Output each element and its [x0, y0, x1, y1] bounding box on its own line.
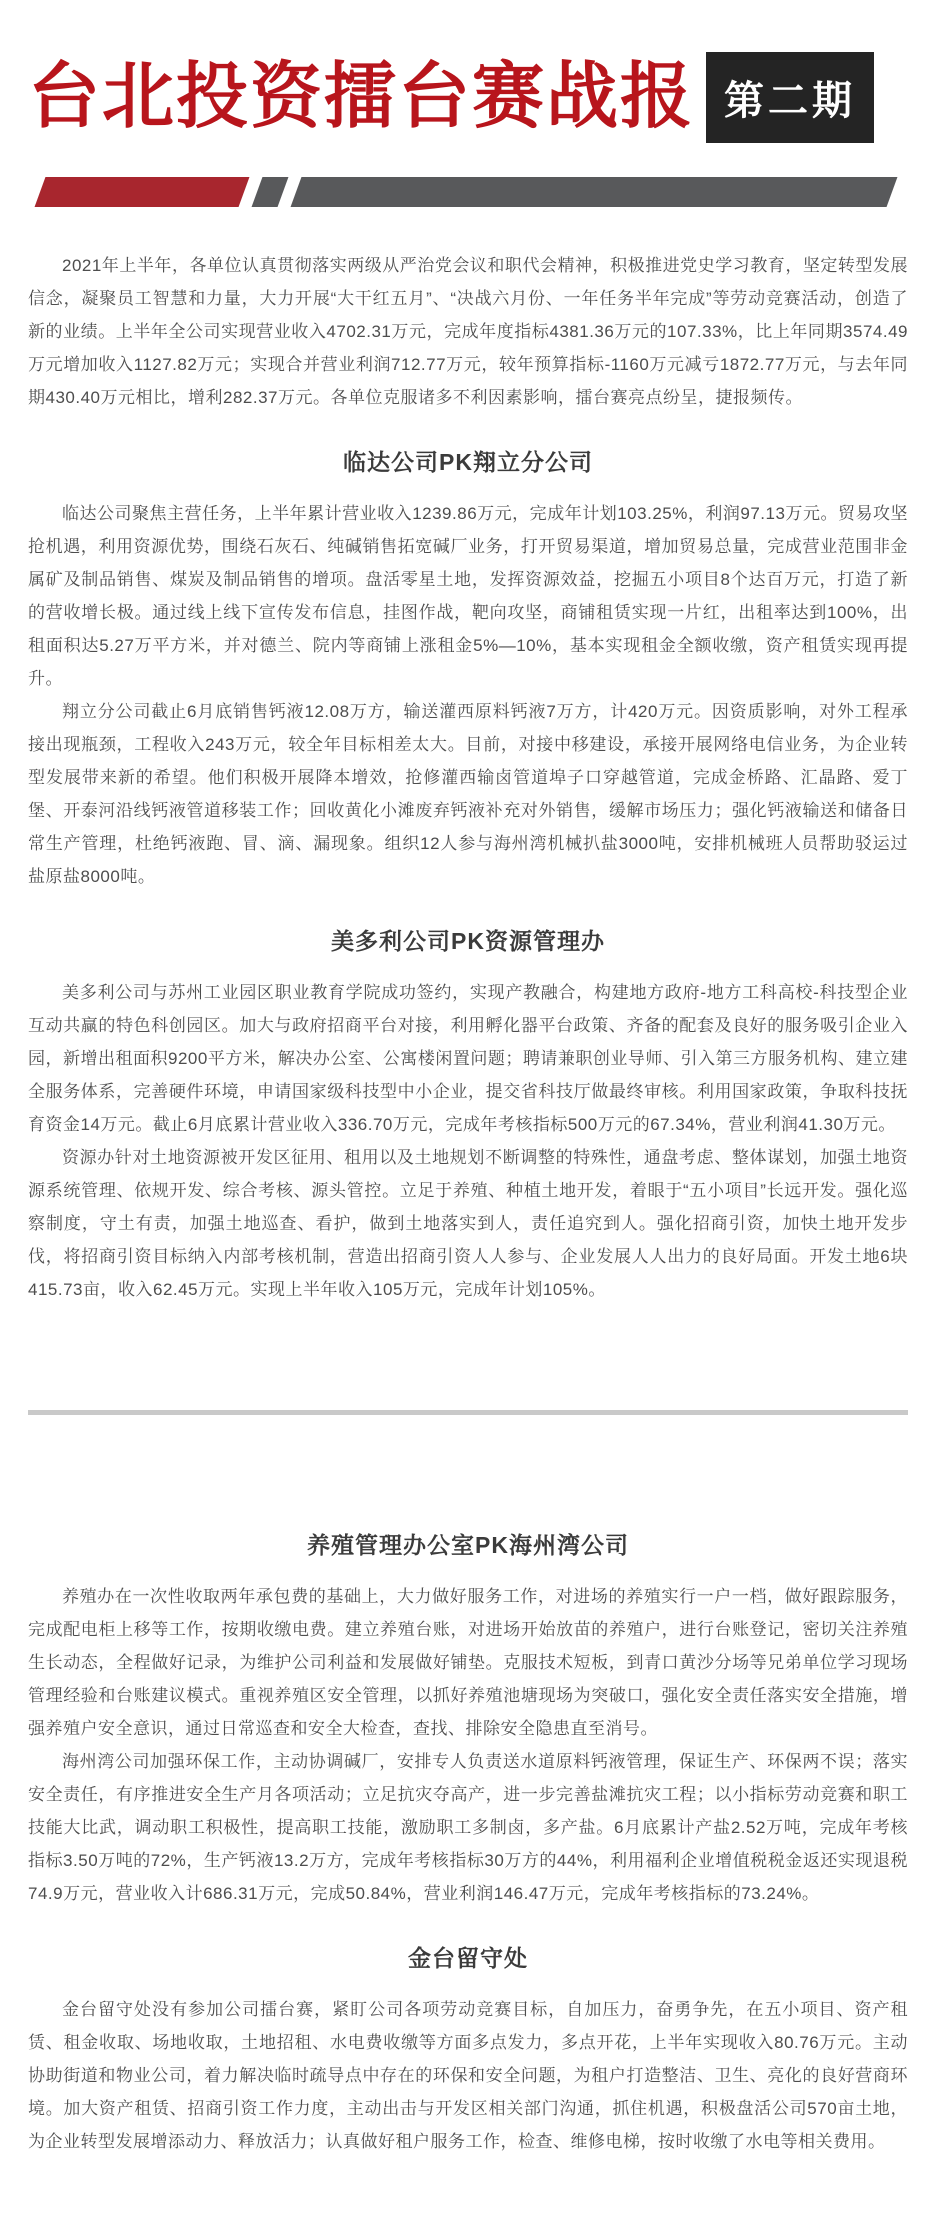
- masthead: [0, 0, 936, 207]
- masthead-row: [28, 52, 908, 143]
- section-linda-vs-xiangli: [28, 444, 908, 893]
- section-heading-yangzhi-vs-haizhouwan: 养殖管理办公室PK海州湾公司: [307, 1532, 629, 1558]
- paragraph-yangzhiban: 养殖办在一次性收取两年承包费的基础上，大力做好服务工作，对进场的养殖实行一户一档，做好跟踪服务，完成配电柜上移等工作，按期收缴电费。建立养殖台账，对进场开始放苗的养殖户，进行台账登记，密切关注养殖生长动态，全程做好记录，为维护公司利益和发展做好铺垫。克服技术短板，到青口黄沙分场等兄弟单位学习现场管理经验和台账建议模式。重视养殖区安全管理，以抓好养殖池塘现场为突破口，强化安全责任落实安全措施，增强养殖户安全意识，通过日常巡查和安全大检查，查找、排除安全隐患直至消号。: [28, 1587, 908, 1738]
- issue-badge: 第二期: [706, 52, 874, 143]
- section-yangzhi-vs-haizhouwan: [28, 1527, 908, 1910]
- section-divider: [28, 1410, 908, 1415]
- strip-gray-small-bar: [252, 177, 289, 207]
- paragraph-jintai: 金台留守处没有参加公司擂台赛，紧盯公司各项劳动竞赛目标，自加压力，奋勇争先，在五小项目、资产租赁、租金收取、场地收取，土地招租、水电费收缴等方面多点发力，多点开花，上半年实现收入80.76万元。主动协助街道和物业公司，着力解决临时疏导点中存在的环保和安全问题，为租户打造整洁、卫生、亮化的良好营商环境。加大资产租赁、招商引资工作力度，主动出击与开发区相关部门沟通，抓住机遇，积极盘活公司570亩土地，为企业转型发展增添动力、释放活力；认真做好租户服务工作，检查、维修电梯，按时收缴了水电等相关费用。: [28, 2000, 908, 2151]
- strip-red-bar: [35, 177, 250, 207]
- article-content: [0, 249, 936, 2158]
- page-title: 台北投资擂台赛战报: [28, 57, 695, 138]
- section-jintai: [28, 1940, 908, 2158]
- section-heading-meiduoli-vs-ziyuan: 美多利公司PK资源管理办: [331, 928, 605, 954]
- paragraph-meiduoli: 美多利公司与苏州工业园区职业教育学院成功签约，实现产教融合，构建地方政府-地方工科高校-科技型企业互动共赢的特色科创园区。加大与政府招商平台对接，利用孵化器平台政策、齐备的配套及良好的服务吸引企业入园，新增出租面积9200平方米，解决办公室、公寓楼闲置问题；聘请兼职创业导师、引入第三方服务机构、建立建全服务体系，完善硬件环境，申请国家级科技型中小企业，提交省科技厅做最终审核。利用国家政策，争取科技抚育资金14万元。截止6月底累计营业收入336.70万元，完成年考核指标500万元的67.34%，营业利润41.30万元。: [28, 983, 908, 1134]
- strip-gray-bar: [291, 177, 898, 207]
- section-meiduoli-vs-ziyuan: [28, 923, 908, 1306]
- paragraph-ziyuanban: 资源办针对土地资源被开发区征用、租用以及土地规划不断调整的特殊性，通盘考虑、整体谋划，加强土地资源系统管理、依规开发、综合考核、源头管控。立足于养殖、种植土地开发，着眼于“五小项目”长远开发。强化巡察制度，守土有责，加强土地巡查、看护，做到土地落实到人，责任追究到人。强化招商引资，加快土地开发步伐，将招商引资目标纳入内部考核机制，营造出招商引资人人参与、企业发展人人出力的良好局面。开发土地6块415.73亩，收入62.45万元。实现上半年收入105万元，完成年计划105%。: [28, 1148, 908, 1299]
- intro-paragraph: 2021年上半年，各单位认真贯彻落实两级从严治党会议和职代会精神，积极推进党史学习教育，坚定转型发展信念，凝聚员工智慧和力量，大力开展“大干红五月”、“决战六月份、一年任务半年完成”等劳动竞赛活动，创造了新的业绩。上半年全公司实现营业收入4702.31万元，完成年度指标4381.36万元的107.33%，比上年同期3574.49万元增加收入1127.82万元；实现合并营业利润712.77万元，较年预算指标-1160万元减亏1872.77万元，与去年同期430.40万元相比，增利282.37万元。各单位克服诸多不利因素影响，擂台赛亮点纷呈，捷报频传。: [28, 256, 908, 407]
- section-heading-jintai: 金台留守处: [408, 1945, 528, 1971]
- decorative-strip: [40, 177, 908, 207]
- paragraph-linda: 临达公司聚焦主营任务，上半年累计营业收入1239.86万元，完成年计划103.25%，利润97.13万元。贸易攻坚抢机遇，利用资源优势，围绕石灰石、纯碱销售拓宽碱厂业务，打开贸易渠道，增加贸易总量，完成营业范围非金属矿及制品销售、煤炭及制品销售的增项。盘活零星土地，发挥资源效益，挖掘五小项目8个达百万元，打造了新的营收增长极。通过线上线下宣传发布信息，挂图作战，靶向攻坚，商铺租赁实现一片红，出租率达到100%，出租面积达5.27万平方米，并对德兰、院内等商铺上涨租金5%—10%，基本实现租金全额收缴，资产租赁实现再提升。: [28, 504, 908, 688]
- section-heading-linda-vs-xiangli: 临达公司PK翔立分公司: [343, 449, 593, 475]
- paragraph-haizhouwan: 海州湾公司加强环保工作，主动协调碱厂，安排专人负责送水道原料钙液管理，保证生产、环保两不误；落实安全责任，有序推进安全生产月各项活动；立足抗灾夺高产，进一步完善盐滩抗灾工程；以小指标劳动竞赛和职工技能大比武，调动职工积极性，提高职工技能，激励职工多制卤，多产盐。6月底累计产盐2.52万吨，完成年考核指标3.50万吨的72%，生产钙液13.2万方，完成年考核指标30万方的44%，利用福利企业增值税税金返还实现退税74.9万元，营业收入计686.31万元，完成50.84%，营业利润146.47万元，完成年考核指标的73.24%。: [28, 1752, 908, 1903]
- paragraph-xiangli: 翔立分公司截止6月底销售钙液12.08万方，输送灌西原料钙液7万方，计420万元。因资质影响，对外工程承接出现瓶颈，工程收入243万元，较全年目标相差太大。目前，对接中移建设，承接开展网络电信业务，为企业转型发展带来新的希望。他们积极开展降本增效，抢修灌西输卤管道埠子口穿越管道，完成金桥路、汇晶路、爱丁堡、开泰河沿线钙液管道移装工作；回收黄化小滩废弃钙液补充对外销售，缓解市场压力；强化钙液输送和储备日常生产管理，杜绝钙液跑、冒、滴、漏现象。组织12人参与海州湾机械扒盐3000吨，安排机械班人员帮助驳运过盐原盐8000吨。: [28, 702, 909, 886]
